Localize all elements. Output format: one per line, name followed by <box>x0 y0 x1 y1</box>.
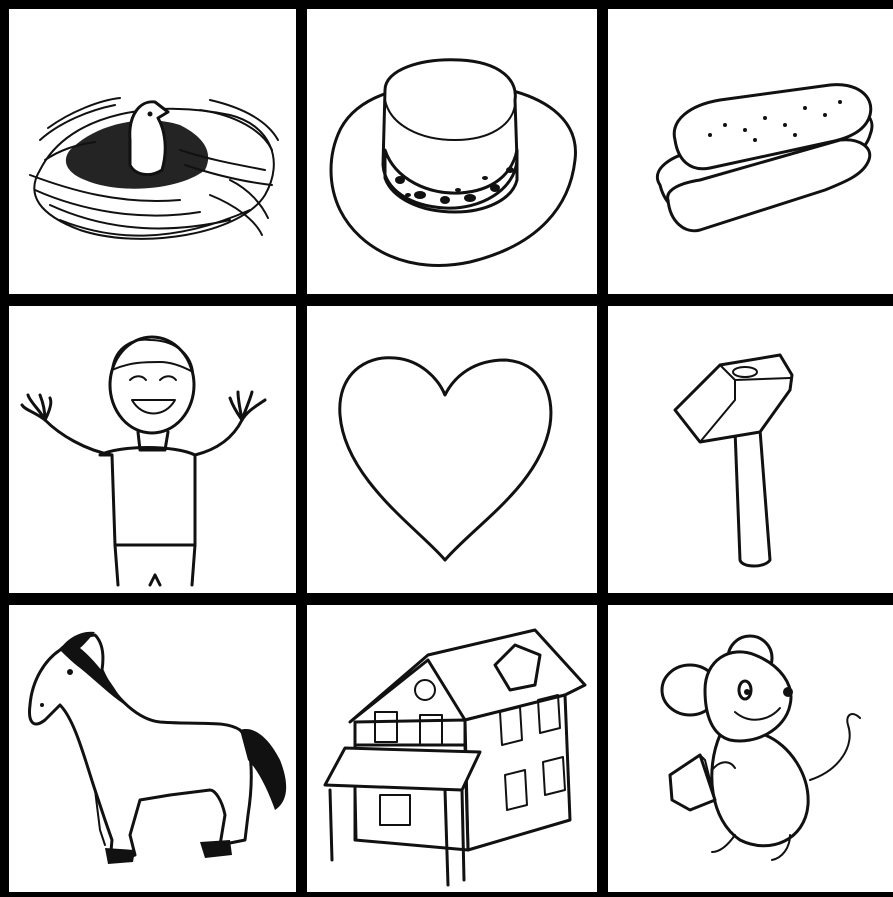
picture-grid <box>0 0 893 897</box>
picture-grid-svg <box>0 0 893 897</box>
